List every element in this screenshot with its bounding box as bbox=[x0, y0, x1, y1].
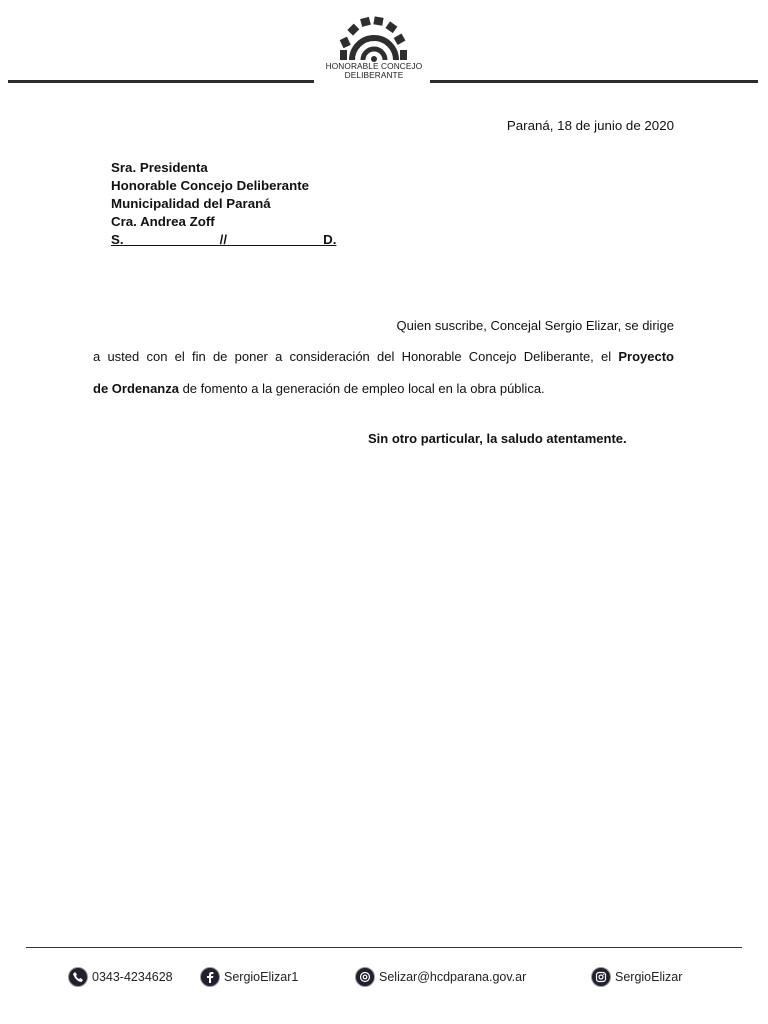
sd-separator: // bbox=[219, 232, 228, 247]
contact-instagram bbox=[591, 967, 682, 987]
instagram-icon bbox=[591, 967, 611, 987]
recipient-municipality: Municipalidad del Paraná bbox=[111, 196, 271, 211]
contact-email bbox=[355, 967, 526, 987]
body-line-3-bold: de Ordenanza bbox=[93, 381, 179, 396]
logo-subtitle: DELIBERANTE bbox=[344, 70, 404, 80]
at-icon bbox=[355, 967, 375, 987]
su-despacho-line bbox=[111, 231, 336, 249]
footer-rule bbox=[26, 947, 742, 948]
logo-title: HONORABLE CONCEJO bbox=[325, 61, 423, 71]
closing-salutation: Sin otro particular, la saludo atentamente. bbox=[368, 431, 627, 446]
phone-icon bbox=[68, 967, 88, 987]
recipient-block bbox=[111, 159, 336, 249]
header-rule-right bbox=[430, 80, 758, 83]
letter-date: Paraná, 18 de junio de 2020 bbox=[506, 118, 674, 133]
body-line-1: Quien suscribe, Concejal Sergio Elizar, se dirige bbox=[396, 318, 674, 333]
facebook-icon bbox=[200, 967, 220, 987]
hcd-logo bbox=[318, 14, 430, 80]
logo-emblem-icon bbox=[337, 14, 411, 62]
body-line-2-bold: Proyecto bbox=[618, 349, 674, 364]
body-line-2-text: a usted con el fin de poner a consideración del Honorable Concejo Deliberante, el bbox=[93, 349, 619, 364]
sd-s: S. bbox=[111, 232, 124, 247]
sd-d: D. bbox=[323, 232, 337, 247]
body-line-3-text: de fomento a la generación de empleo local en la obra pública. bbox=[178, 381, 545, 396]
body-line-2 bbox=[93, 349, 674, 364]
recipient-institution: Honorable Concejo Deliberante bbox=[111, 178, 310, 193]
body-line-3 bbox=[93, 381, 674, 396]
header-rule-left bbox=[8, 80, 314, 83]
contact-phone bbox=[68, 967, 173, 987]
instagram-handle: SergioElizar bbox=[615, 970, 683, 984]
recipient-name: Cra. Andrea Zoff bbox=[111, 214, 215, 229]
contact-facebook bbox=[200, 967, 298, 987]
email-address: Selizar@hcdparana.gov.ar bbox=[379, 970, 527, 984]
recipient-title: Sra. Presidenta bbox=[111, 160, 208, 175]
facebook-handle: SergioElizar1 bbox=[224, 970, 299, 984]
phone-number: 0343-4234628 bbox=[92, 970, 173, 984]
